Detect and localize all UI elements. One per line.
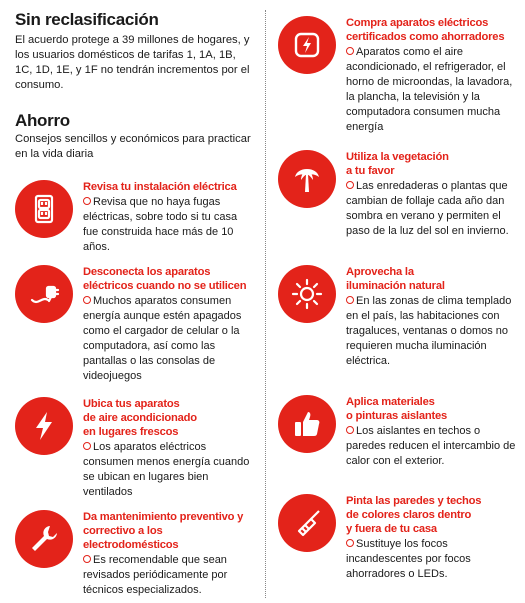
- tip-body: Muchos aparatos consumen energía aunque estén apagados como el cargador de celular o la computadora, así como las pantallas o las consolas de videojuegos: [83, 295, 242, 382]
- sun-icon: [278, 265, 336, 323]
- tip-title: Aplica materiales o pinturas aislantes: [346, 396, 448, 422]
- tip-body: Es recomendable que sean revisados periódicamente por técnicos especializados.: [83, 554, 228, 596]
- tip-body: Sustituye los focos incandescentes por focos ahorradores o LEDs.: [346, 538, 471, 580]
- bullet-icon: [346, 47, 354, 55]
- tip-title: Da mantenimiento preventivo y correctivo a los electrodomésticos: [83, 511, 244, 551]
- unplug-icon: [15, 265, 73, 323]
- tip-title: Revisa tu instalación eléctrica: [83, 181, 237, 193]
- tip-title: Desconecta los aparatos eléctricos cuando no se utilicen: [83, 266, 247, 292]
- reclassification-title: Sin reclasificación: [15, 10, 159, 29]
- lightning-icon: [15, 397, 73, 455]
- bullet-icon: [83, 555, 91, 563]
- palm-tree-icon: [278, 150, 336, 208]
- reclassification-body: El acuerdo protege a 39 millones de hogares, y los usuarios domésticos de tarifas 1, 1A, 1B, 1C, 1D, 1E, y 1F no tendrán incrementos por el consumo.: [15, 34, 250, 91]
- tip-body: En las zonas de clima templado en el país, las habitaciones con tragaluces, ventanas o domos no requieren mucha iluminación eléctrica.: [346, 295, 512, 367]
- tip-title: Compra aparatos eléctricos certificados como ahorradores: [346, 17, 505, 43]
- column-divider: [265, 10, 266, 598]
- tip-body: Aparatos como el aire acondicionado, el refrigerador, el horno de microondas, la lavadora, la plancha, la televisión y la computadora consumen mucha energía: [346, 46, 513, 133]
- bullet-icon: [83, 442, 91, 450]
- tip-title: Aprovecha la iluminación natural: [346, 266, 445, 292]
- tip-body: Los aparatos eléctricos consumen menos energía cuando se ubican en lugares bien ventilados: [83, 441, 250, 498]
- bullet-icon: [83, 197, 91, 205]
- paint-brush-icon: [278, 494, 336, 552]
- bullet-icon: [346, 426, 354, 434]
- bullet-icon: [83, 296, 91, 304]
- reclassification-section: [15, 10, 255, 93]
- savings-section: [15, 111, 255, 162]
- savings-title: Ahorro: [15, 111, 70, 130]
- wrench-icon: [15, 510, 73, 568]
- tip-title: Ubica tus aparatos de aire acondicionado en lugares frescos: [83, 398, 197, 438]
- tip-body: Los aislantes en techos o paredes reducen el intercambio de calor con el exterior.: [346, 425, 516, 467]
- tip-title: Utiliza la vegetación a tu favor: [346, 151, 449, 177]
- bullet-icon: [346, 539, 354, 547]
- thumbs-up-icon: [278, 395, 336, 453]
- savings-subtitle: Consejos sencillos y económicos para practicar en la vida diaria: [15, 133, 251, 160]
- bullet-icon: [346, 296, 354, 304]
- tip-title: Pinta las paredes y techos de colores claros dentro y fuera de tu casa: [346, 495, 482, 535]
- tip-body: Las enredaderas o plantas que cambian de follaje cada año dan sombra en verano y permiten el paso de la luz del sol en invierno.: [346, 180, 509, 237]
- outlet-icon: [15, 180, 73, 238]
- power-plug-icon: [278, 16, 336, 74]
- bullet-icon: [346, 181, 354, 189]
- tip-body: Revisa que no haya fugas eléctricas, sobre todo si tu casa fue construida hace más de 10 años.: [83, 196, 238, 253]
